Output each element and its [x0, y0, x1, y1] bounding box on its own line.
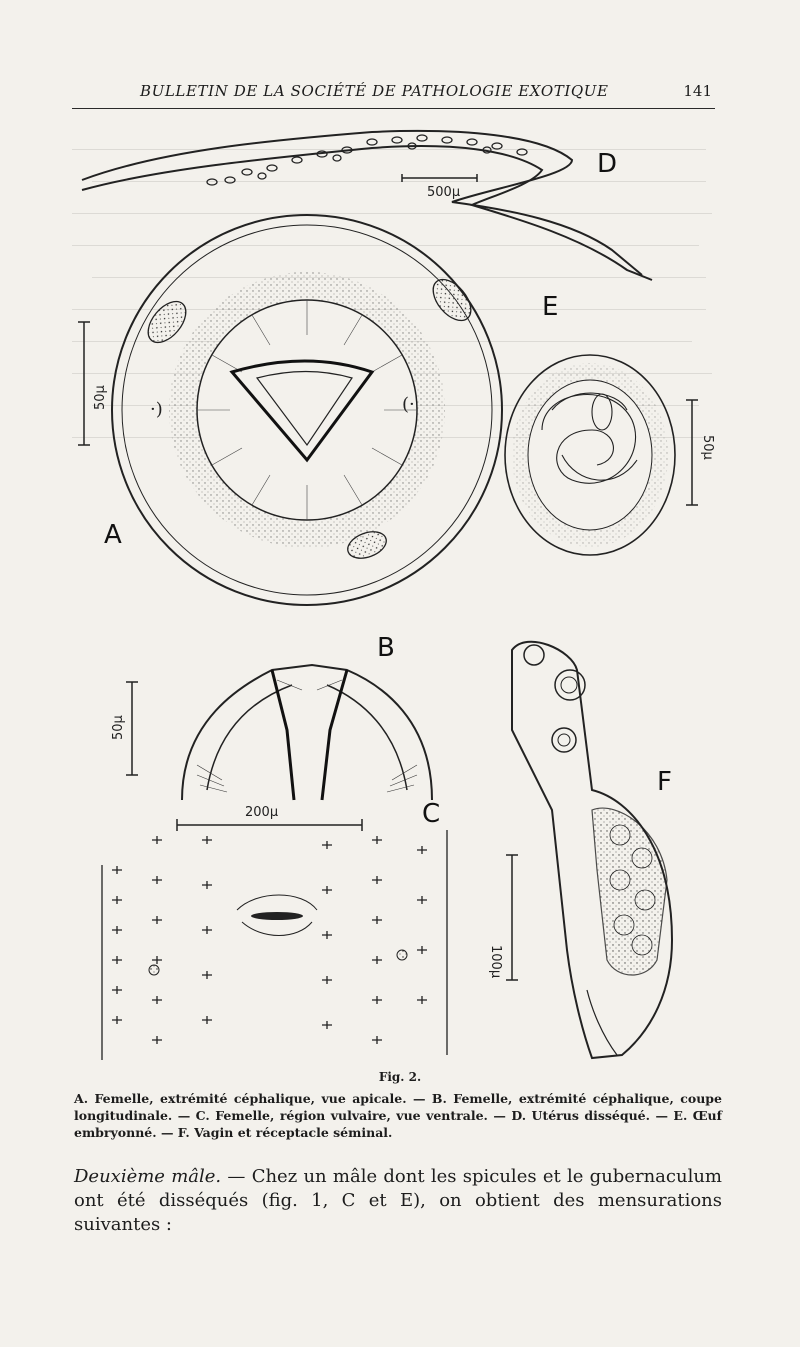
panel-f-vagina-receptacle — [488, 642, 672, 1058]
figure-caption: A. Femelle, extrémité céphalique, vue apicale. — B. Femelle, extrémité céphalique, coupe longitudinale. — C. Femelle, région vulvaire, vue ventrale. — D. Utérus disséqué. — E. Œuf embryonné. — F. Vagin et réceptacle séminal. — [74, 1091, 722, 1140]
panel-label-b: B — [377, 633, 395, 663]
panel-label-c: C — [422, 799, 441, 829]
panel-d-uterus — [82, 131, 652, 280]
journal-title: BULLETIN DE LA SOCIÉTÉ DE PATHOLOGIE EXOTIQUE — [140, 82, 609, 100]
svg-text:(·: (· — [402, 394, 415, 415]
page-number: 141 — [683, 82, 712, 100]
paragraph-text: — Chez un mâle dont les spicules et le gubernaculum ont été disséqués (fig. 1, C et E), on obtient des mensurations suivantes : — [74, 1166, 722, 1235]
figure-2-plate — [72, 110, 732, 1070]
scale-label-d: 500μ — [427, 185, 461, 200]
panel-label-f: F — [657, 767, 672, 797]
panel-label-d: D — [597, 149, 618, 179]
scale-label-f: 100μ — [488, 945, 503, 979]
svg-text:·): ·) — [150, 399, 163, 420]
running-header — [140, 82, 712, 104]
panel-a-apical-view — [78, 215, 502, 605]
scale-label-a: 50μ — [93, 385, 108, 410]
body-paragraph — [74, 1165, 722, 1237]
panel-label-a: A — [104, 520, 122, 550]
paragraph-lead: Deuxième mâle. — [74, 1166, 222, 1187]
figure-number: Fig. 2. — [378, 1070, 422, 1084]
panel-c-vulvar-region — [102, 799, 447, 1060]
header-rule — [72, 108, 715, 109]
panel-label-e: E — [542, 292, 559, 322]
scale-label-c: 200μ — [245, 805, 279, 820]
scale-label-b: 50μ — [111, 715, 126, 740]
scale-label-e: 50μ — [700, 435, 715, 460]
panel-b-longitudinal-section — [111, 633, 432, 800]
panel-e-embryonated-egg — [505, 292, 715, 555]
